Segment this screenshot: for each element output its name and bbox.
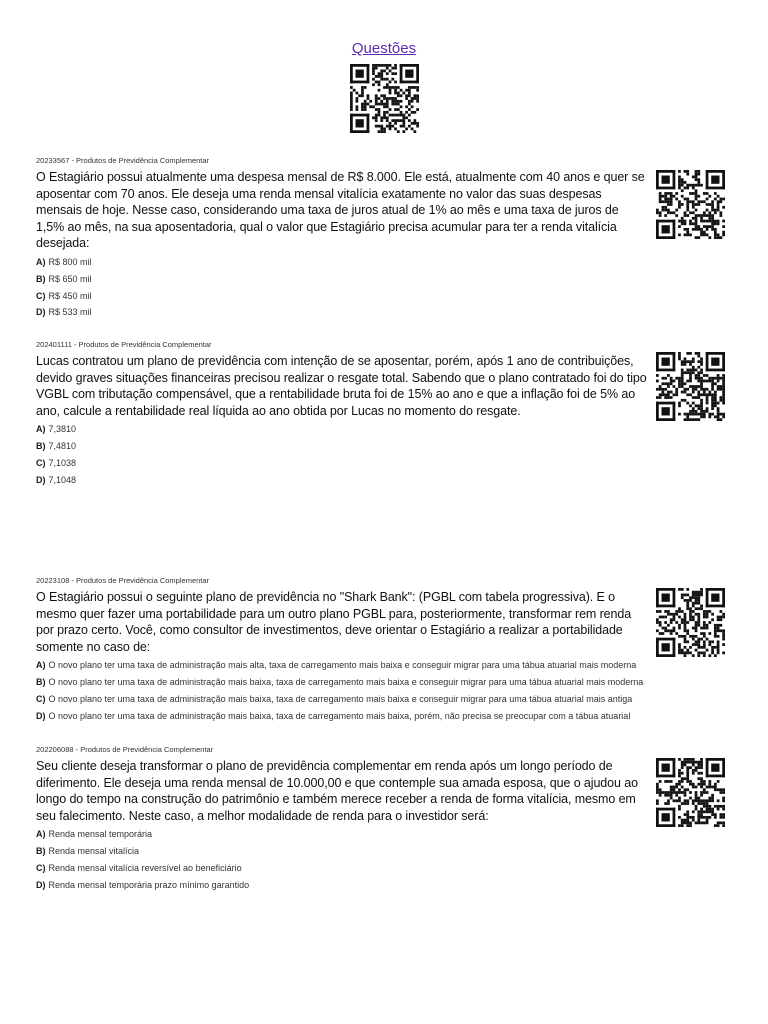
question-block [36,156,736,321]
options-list [36,826,736,893]
question-meta: 202206088 - Produtos de Previdência Complementar [36,745,214,754]
question-meta: 20233567 - Produtos de Previdência Complementar [36,156,210,165]
option-c[interactable]: C) O novo plano ter uma taxa de administração mais baixa, taxa de carregamento mais baixa e conseguir migrar para uma tábua atuarial mais antiga [36,693,633,704]
question-block [36,340,736,489]
option-c[interactable]: C) Renda mensal vitalícia reversível ao beneficiário [36,862,242,873]
question-meta: 20223108 - Produtos de Previdência Complementar [36,576,210,585]
option-b[interactable]: B) O novo plano ter uma taxa de administração mais baixa, taxa de carregamento mais baixa e conseguir migrar para uma tábua atuarial mais moderna [36,677,644,688]
options-list [36,421,736,488]
page-title-link[interactable]: Questões [351,40,417,57]
option-d[interactable]: D) 7,1048 [36,474,77,485]
option-d[interactable]: D) R$ 533 mil [36,307,92,318]
option-a[interactable]: A) 7,3810 [36,424,77,435]
options-list [36,254,736,321]
question-meta: 202401111 - Produtos de Previdência Complementar [36,340,212,349]
qr-code [350,64,419,133]
question-text: Seu cliente deseja transformar o plano de previdência complementar em renda após um longo período de diferimento. Ele deseja uma renda mensal de 10.000,00 e que contemple sua amada esposa, que o ajudou ao longo do tempo na construção do patrimônio e também merece receber a renda de forma vitalícia, mesmo em seu falecimento. Neste caso, a melhor modalidade de renda para o investidor será: [36,759,638,823]
question-text: O Estagiário possui o seguinte plano de previdência no "Shark Bank": (PGBL com tabela progressiva). E o mesmo quer fazer uma portabilidade para um outro plano PGBL para, posteriormente, transformar rem renda por prazo certo. Você, como consultor de investimentos, deve orientar o Estagiário a realizar a portabilidade somente no caso de: [36,590,632,654]
option-b[interactable]: B) Renda mensal vitalícia [36,846,140,857]
option-b[interactable]: B) R$ 650 mil [36,273,92,284]
option-c[interactable]: C) 7,1038 [36,457,77,468]
option-d[interactable]: D) Renda mensal temporária prazo mínimo garantido [36,879,250,890]
option-d[interactable]: D) O novo plano ter uma taxa de administração mais baixa, taxa de carregamento mais baixa, porém, não precisa se preocupar com a tábua atuarial [36,710,631,721]
qr-code [656,588,725,657]
question-text: O Estagiário possui atualmente uma despesa mensal de R$ 8.000. Ele está, atualmente com 40 anos e quer se aposentar com 70 anos. Ele deseja uma renda mensal vitalícia exatamente no valor das suas despesas mensais de hoje. Nesse caso, considerando uma taxa de juros atual de 1% ao mês e uma taxa de juros de 1,5% ao mês, na sua aposentadoria, qual o valor que Estagiário precisa acumular para ter a renda vitalícia desejada: [36,170,645,251]
option-a[interactable]: A) R$ 800 mil [36,256,92,267]
option-b[interactable]: B) 7,4810 [36,441,77,452]
option-a[interactable]: A) O novo plano ter uma taxa de administração mais alta, taxa de carregamento mais baixa e conseguir migrar para uma tábua atuarial mais moderna [36,660,637,671]
question-block [36,745,736,894]
question-text: Lucas contratou um plano de previdência com intenção de se aposentar, porém, após 1 ano de contribuições, devido graves situações financeiras precisou realizar o resgate total. Sabendo que o plano contratado foi do tipo VGBL com tributação compensável, que a rentabilidade bruta foi de 15% ao ano e que a inflação foi de 5% ao ano, calcule a rentabilidade real líquida ao ano obtida por Lucas no momento do resgate. [36,354,647,418]
qr-code [656,170,725,239]
qr-code [656,758,725,827]
options-list [36,657,736,724]
question-block [36,576,736,725]
option-c[interactable]: C) R$ 450 mil [36,290,92,301]
option-a[interactable]: A) Renda mensal temporária [36,829,153,840]
qr-code [656,352,725,421]
